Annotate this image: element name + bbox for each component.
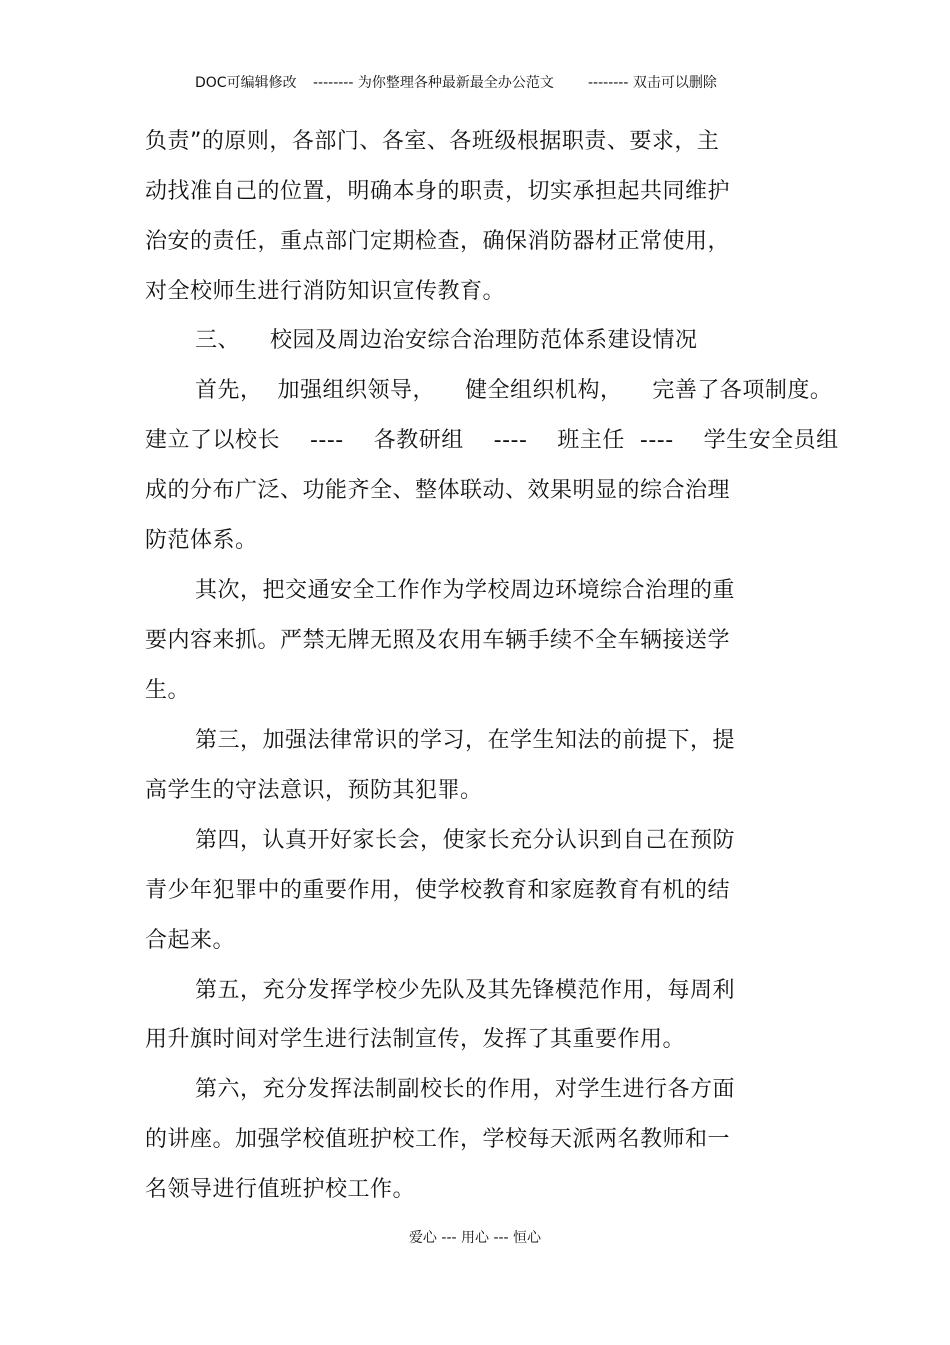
body-line: 其次，把交通安全工作作为学校周边环境综合治理的重 (195, 578, 736, 603)
body-line: 防范体系。 (145, 528, 258, 553)
body-line: 名领导进行值班护校工作。 (145, 1177, 416, 1202)
body-line: 要内容来抓。严禁无牌无照及农用车辆手续不全车辆接送学 (145, 628, 731, 653)
body-line: 成的分布广泛、功能齐全、整体联动、效果明显的综合治理 (145, 478, 731, 503)
body-line: 第三，加强法律常识的学习，在学生知法的前提下，提 (195, 728, 736, 753)
body-line: 青少年犯罪中的重要作用，使学校教育和家庭教育有机的结 (145, 878, 731, 903)
body-line: 治安的责任，重点部门定期检查，确保消防器材正常使用， (145, 229, 731, 254)
body-line: 负责”的原则，各部门、各室、各班级根据职责、要求，主 (145, 129, 720, 154)
body-line: 的讲座。加强学校值班护校工作，学校每天派两名教师和一 (145, 1127, 731, 1152)
header-doc-label: DOC可编辑修改 (195, 75, 297, 91)
body-line: 生。 (145, 678, 191, 703)
body-line: 第六，充分发挥法制副校长的作用，对学生进行各方面 (195, 1077, 736, 1102)
body-line: 首先， 加强组织领导， 健全组织机构， 完善了各项制度。 (195, 378, 833, 403)
body-line: 用升旗时间对学生进行法制宣传，发挥了其重要作用。 (145, 1027, 686, 1052)
body-line: 第四，认真开好家长会，使家长充分认识到自己在预防 (195, 828, 736, 853)
body-line: 动找准自己的位置，明确本身的职责，切实承担起共同维护 (145, 179, 731, 204)
header-slogan: -------- 为你整理各种最新最全办公范文 (313, 75, 554, 91)
page-header (0, 72, 950, 94)
body-line: 第五，充分发挥学校少先队及其先锋模范作用，每周利 (195, 978, 736, 1003)
body-line: 合起来。 (145, 928, 236, 953)
body-line: 高学生的守法意识，预防其犯罪。 (145, 778, 483, 803)
page-footer: 爱心 --- 用心 --- 恒心 (408, 1230, 542, 1246)
section-heading: 三、 校园及周边治安综合治理防范体系建设情况 (195, 328, 698, 353)
body-line: 对全校师生进行消防知识宣传教育。 (145, 279, 506, 304)
header-delete-hint: -------- 双击可以删除 (588, 75, 717, 91)
body-line: 建立了以校长 ---- 各教研组 ---- 班主任 ---- 学生安全员组 (145, 428, 839, 453)
